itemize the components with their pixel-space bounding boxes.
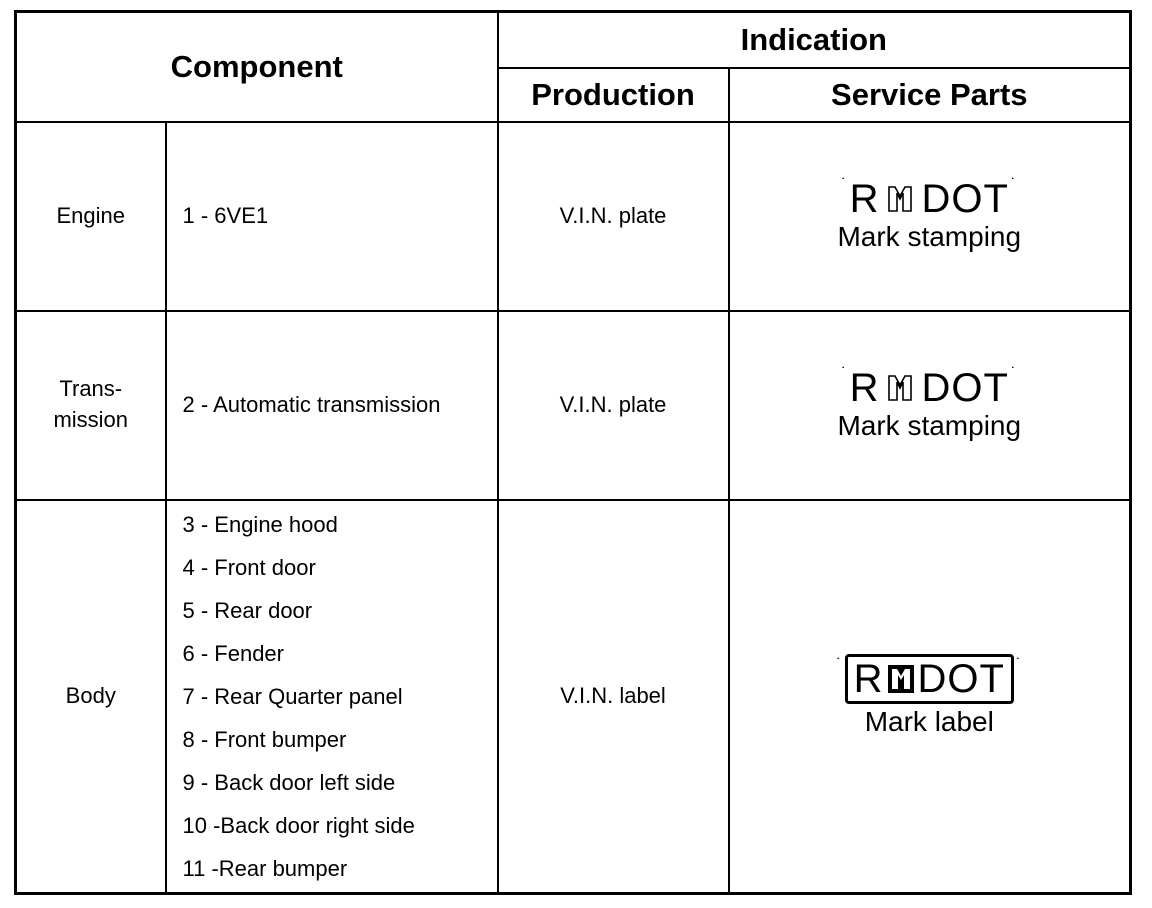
header-production: Production bbox=[498, 68, 729, 122]
category-line: Trans- bbox=[59, 376, 123, 402]
service-parts-indication bbox=[729, 311, 1131, 500]
category-line: mission bbox=[53, 407, 129, 432]
list-item: 5 - Rear door bbox=[182, 597, 313, 623]
production-indication: V.I.N. label bbox=[498, 500, 729, 894]
mark-caption: Mark stamping bbox=[837, 221, 1022, 252]
component-list bbox=[183, 503, 497, 890]
service-parts-indication bbox=[729, 122, 1131, 311]
category-body: Body bbox=[16, 500, 166, 894]
table-row bbox=[16, 122, 1131, 311]
category-engine: Engine bbox=[16, 122, 166, 311]
mark-stamping bbox=[837, 176, 1022, 253]
header-indication: Indication bbox=[498, 12, 1131, 68]
isuzu-logo-icon bbox=[887, 374, 913, 402]
list-item: 6 - Fender bbox=[182, 640, 284, 666]
list-item: 4 - Front door bbox=[182, 554, 316, 580]
table-row bbox=[16, 500, 1131, 894]
mark-label bbox=[834, 654, 1024, 738]
component-items bbox=[166, 500, 498, 894]
component-item: 2 - Automatic transmission bbox=[166, 311, 498, 500]
list-item: 10 -Back door right side bbox=[182, 812, 415, 838]
production-indication: V.I.N. plate bbox=[498, 122, 729, 311]
list-item: 11 -Rear bumper bbox=[182, 855, 348, 881]
r-dot-mark: ˙ R DOT ˙ bbox=[841, 176, 1018, 221]
header-service-parts: Service Parts bbox=[729, 68, 1131, 122]
r-dot-mark: ˙ R DOT ˙ bbox=[834, 654, 1024, 704]
service-parts-indication bbox=[729, 500, 1131, 894]
table-row bbox=[16, 311, 1131, 500]
list-item: 8 - Front bumper bbox=[182, 726, 347, 752]
list-item: 9 - Back door left side bbox=[182, 769, 396, 795]
mark-stamping bbox=[837, 365, 1022, 442]
mark-label-box: R DOT bbox=[845, 654, 1014, 704]
mark-caption: Mark stamping bbox=[837, 410, 1022, 441]
header-component: Component bbox=[16, 12, 498, 122]
list-item: 7 - Rear Quarter panel bbox=[182, 683, 403, 709]
isuzu-logo-icon bbox=[887, 185, 913, 213]
parts-marking-table bbox=[14, 10, 1132, 895]
production-indication: V.I.N. plate bbox=[498, 311, 729, 500]
mark-caption: Mark label bbox=[864, 706, 994, 738]
category-transmission bbox=[16, 311, 166, 500]
list-item: 3 - Engine hood bbox=[182, 511, 338, 537]
component-item: 1 - 6VE1 bbox=[166, 122, 498, 311]
isuzu-logo-icon bbox=[888, 665, 914, 693]
r-dot-mark: ˙ R DOT ˙ bbox=[841, 365, 1018, 410]
